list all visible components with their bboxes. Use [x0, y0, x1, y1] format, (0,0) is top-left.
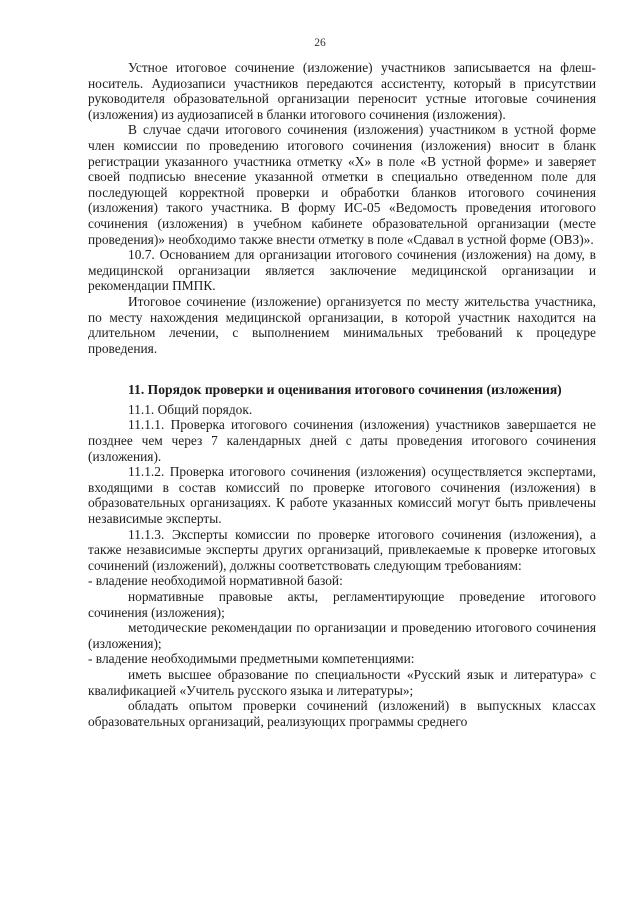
- paragraph: 10.7. Основанием для организации итогового сочинения (изложения) на дому, в медицинской организации является заключение медицинской организации и рекомендации ПМПК.: [88, 247, 596, 294]
- list-item: - владение необходимыми предметными компетенциями:: [88, 651, 415, 667]
- paragraph: Итоговое сочинение (изложение) организуется по месту жительства участника, по месту нахождения медицинской организации, в которой участник находится на длительном лечении, с выполнением минимальных требований к процедуре проведения.: [88, 293, 596, 356]
- paragraph: 11.1.3. Эксперты комиссии по проверке итогового сочинения (изложения), а также независимые эксперты других организаций, привлекаемые к проверке итоговых сочинений (изложений), должны соответствовать следующим требованиям:: [88, 526, 596, 573]
- section-heading: 11. Порядок проверки и оценивания итогового сочинения (изложения): [128, 382, 562, 398]
- page-number: 26: [314, 37, 326, 49]
- paragraph: Устное итоговое сочинение (изложение) участников записывается на флеш-носитель. Аудиозаписи участников передаются ассистенту, который в присутствии руководителя образовательной организации переносит устные итоговые сочинения (изложения) из аудиозаписей в бланки итогового сочинения (изложения).: [88, 60, 596, 122]
- list-item: методические рекомендации по организации и проведению итогового сочинения (изложения);: [88, 620, 596, 651]
- list-item: обладать опытом проверки сочинений (изложений) в выпускных классах образовательных организаций, реализующих программы среднего: [88, 698, 596, 729]
- paragraph: 11.1.1. Проверка итогового сочинения (изложения) участников завершается не позднее чем через 7 календарных дней с даты проведения итогового сочинения (изложения).: [88, 417, 596, 464]
- list-item: - владение необходимой нормативной базой:: [88, 573, 343, 589]
- list-item: нормативные правовые акты, регламентирующие проведение итогового сочинения (изложения);: [88, 589, 596, 620]
- paragraph: 11.1. Общий порядок.: [128, 401, 253, 417]
- paragraph: В случае сдачи итогового сочинения (изложения) участником в устной форме член комиссии по проведению итогового сочинения (изложения) вносит в бланк регистрации указанного участника отметку «Х» в поле «В устной форме» и заверяет своей подписью внесение указанной отметки в специально отведенном поле для последующей корректной проверки и обработки бланков итогового сочинения (изложения) такого участника. В форму ИС-05 «Ведомость проведения итогового сочинения (изложения) в учебном кабинете образовательной организации (месте проведения)» необходимо также внести отметку в поле «Сдавал в устной форме (ОВЗ)».: [88, 122, 596, 247]
- list-item: иметь высшее образование по специальности «Русский язык и литература» с квалификацией «Учитель русского языка и литературы»;: [88, 666, 596, 698]
- document-body: [88, 60, 596, 729]
- paragraph: 11.1.2. Проверка итогового сочинения (изложения) осуществляется экспертами, входящими в состав комиссий по проверке итогового сочинения (изложения) в образовательных организациях. К работе указанных комиссий могут быть привлечены независимые эксперты.: [88, 464, 596, 527]
